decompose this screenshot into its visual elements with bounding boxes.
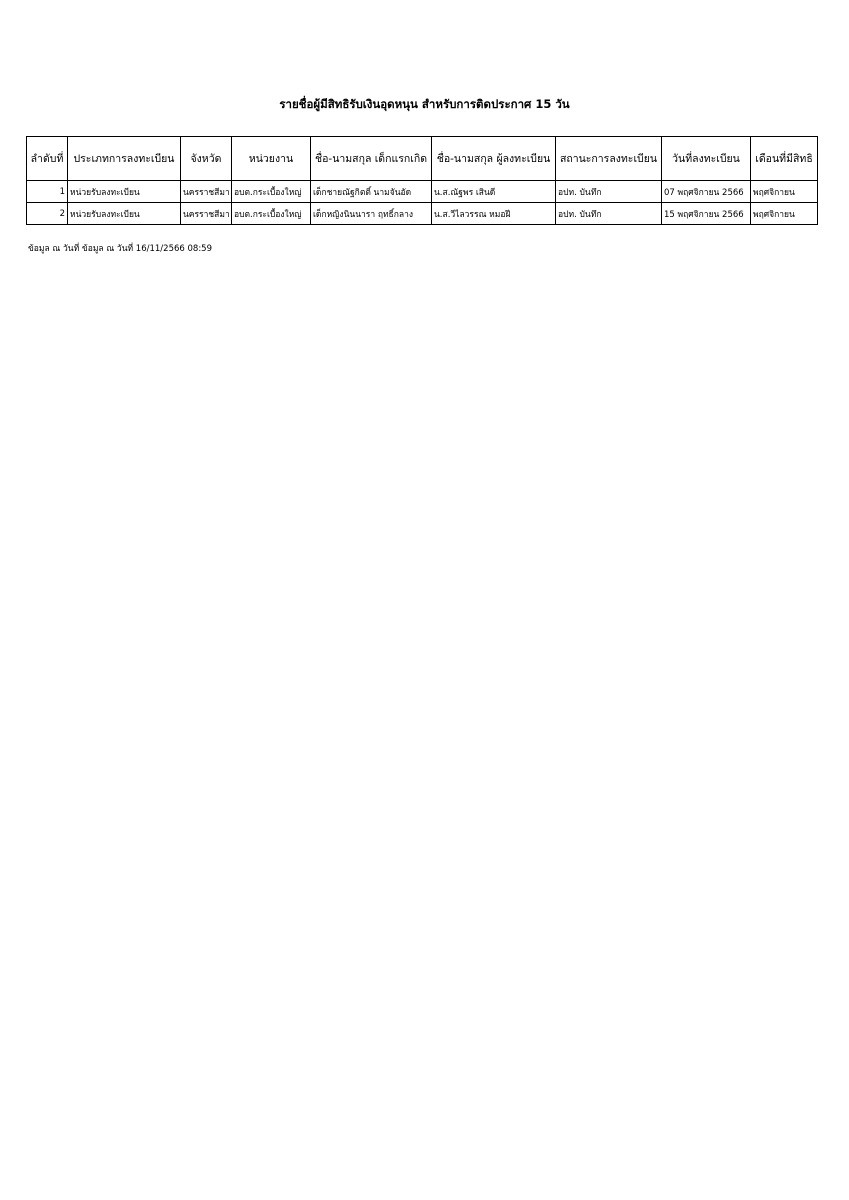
cell-registration-status: อปท. บันทึก <box>556 181 662 203</box>
cell-province: นครราชสีมา <box>181 181 232 203</box>
cell-agency: อบต.กระเบื้องใหญ่ <box>232 181 311 203</box>
cell-newborn-name: เด็กหญิงนินนารา ฤทธิ์กลาง <box>311 203 432 225</box>
cell-registration-type: หน่วยรับลงทะเบียน <box>68 203 181 225</box>
header-registration-type: ประเภทการลงทะเบียน <box>68 137 181 181</box>
header-order: ลำดับที่ <box>27 137 68 181</box>
header-registration-date: วันที่ลงทะเบียน <box>662 137 751 181</box>
cell-registrant-name: น.ส.ณัฐพร เสินดี <box>432 181 556 203</box>
cell-order: 1 <box>27 181 68 203</box>
header-registrant-name: ชื่อ-นามสกุล ผู้ลงทะเบียน <box>432 137 556 181</box>
cell-order: 2 <box>27 203 68 225</box>
registrants-table <box>26 136 818 225</box>
cell-registrant-name: น.ส.วีไลวรรณ หมอฝี <box>432 203 556 225</box>
cell-registration-date: 15 พฤศจิกายน 2566 <box>662 203 751 225</box>
table-row <box>27 181 818 203</box>
cell-registration-status: อปท. บันทึก <box>556 203 662 225</box>
cell-eligible-month: พฤศจิกายน <box>751 203 818 225</box>
header-province: จังหวัด <box>181 137 232 181</box>
page-title: รายชื่อผู้มีสิทธิรับเงินอุดหนุน สำหรับการติดประกาศ 15 วัน <box>279 97 570 111</box>
header-agency: หน่วยงาน <box>232 137 311 181</box>
cell-newborn-name: เด็กชายณัฐกิตติ์ นามจันอัด <box>311 181 432 203</box>
data-timestamp-note: ข้อมูล ณ วันที่ ข้อมูล ณ วันที่ 16/11/2566 08:59 <box>28 244 212 254</box>
header-eligible-month: เดือนที่มีสิทธิ <box>751 137 818 181</box>
header-newborn-name: ชื่อ-นามสกุล เด็กแรกเกิด <box>311 137 432 181</box>
header-registration-status: สถานะการลงทะเบียน <box>556 137 662 181</box>
cell-province: นครราชสีมา <box>181 203 232 225</box>
cell-registration-date: 07 พฤศจิกายน 2566 <box>662 181 751 203</box>
cell-agency: อบต.กระเบื้องใหญ่ <box>232 203 311 225</box>
table-row <box>27 203 818 225</box>
cell-registration-type: หน่วยรับลงทะเบียน <box>68 181 181 203</box>
table-header-row <box>27 137 818 181</box>
cell-eligible-month: พฤศจิกายน <box>751 181 818 203</box>
